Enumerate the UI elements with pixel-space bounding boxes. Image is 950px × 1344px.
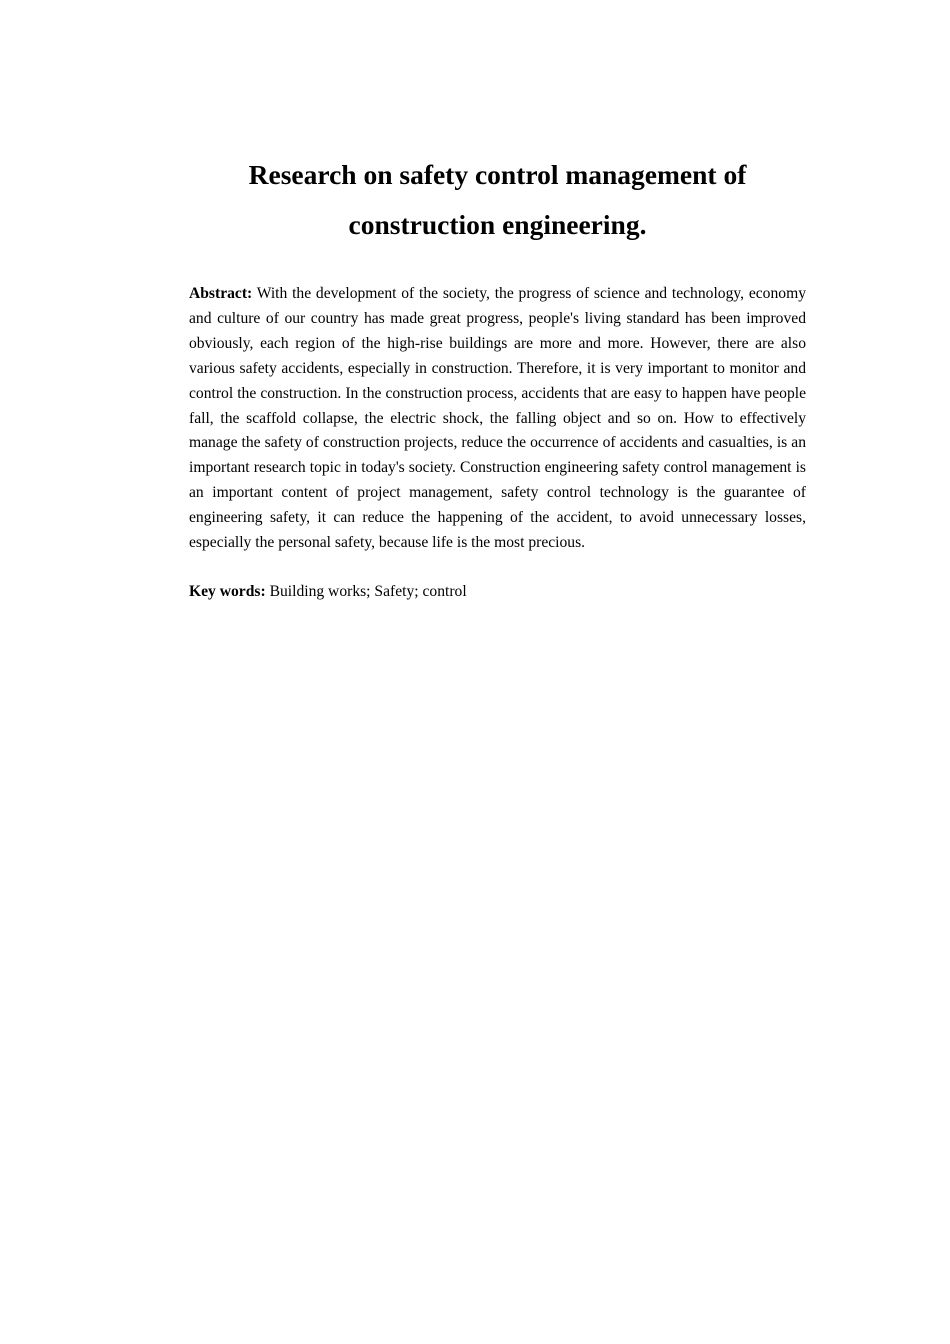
abstract-paragraph	[189, 282, 806, 556]
abstract-text: With the development of the society, the progress of science and technology, economy and culture of our country has made great progress, people's living standard has been improved obviously, each region of the high-rise buildings are more and more. However, there are also various safety accidents, especially in construction. Therefore, it is very important to monitor and control the construction. In the construction process, accidents that are easy to happen have people fall, the scaffold collapse, the electric shock, the falling object and so on. How to effectively manage the safety of construction projects, reduce the occurrence of accidents and casualties, is an important research topic in today's society. Construction engineering safety control management is an important content of project management, safety control technology is the guarantee of engineering safety, it can reduce the happening of the accident, to avoid unnecessary losses, especially the personal safety, because life is the most precious.	[189, 285, 806, 552]
paper-title	[189, 150, 806, 250]
paper-title-line-1: Research on safety control management of	[248, 159, 747, 190]
paper-title-line-2: construction engineering.	[348, 209, 647, 240]
keywords-label: Key words:	[189, 582, 266, 600]
keywords-text: Building works; Safety; control	[269, 582, 467, 600]
keywords-paragraph	[189, 580, 806, 605]
paper-page	[189, 150, 806, 605]
abstract-label: Abstract:	[189, 285, 253, 302]
